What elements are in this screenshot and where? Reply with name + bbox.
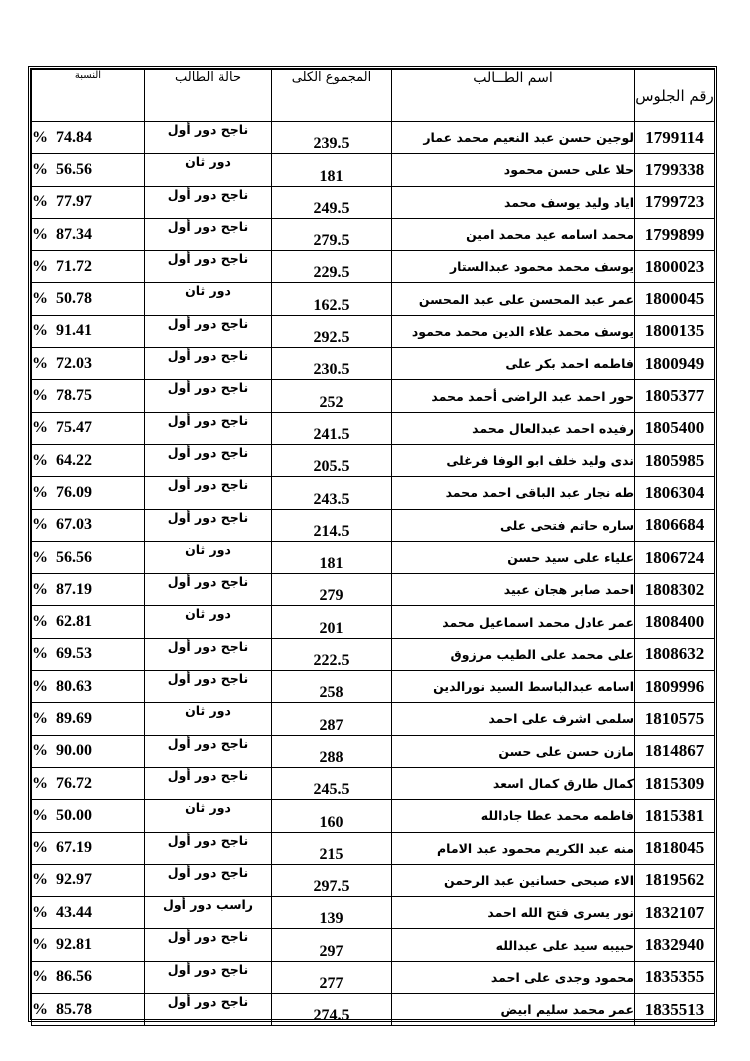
table-row [32,671,715,703]
total-cell: 252 [272,380,392,412]
total-cell: 287 [272,703,392,735]
student-name-cell: مازن حسن على حسن [392,735,635,767]
percentage-value: 43.44 [56,903,92,921]
percentage-cell [32,832,145,864]
percentage-value: 69.53 [56,645,92,663]
seat-number-cell: 1800949 [635,348,715,380]
percent-sign: % [32,645,48,663]
status-cell: دور ثان [145,703,272,735]
percent-sign: % [32,806,48,824]
seat-number-cell: 1806684 [635,509,715,541]
status-cell: راسب دور أول [145,897,272,929]
percent-sign: % [32,936,48,954]
percentage-value: 67.19 [56,839,92,857]
seat-number-cell: 1800135 [635,315,715,347]
seat-number-cell: 1815381 [635,800,715,832]
percent-sign: % [32,225,48,243]
seat-number-cell: 1810575 [635,703,715,735]
total-cell: 288 [272,735,392,767]
seat-number-cell: 1808632 [635,638,715,670]
table-row [32,961,715,993]
percentage-cell [32,735,145,767]
total-cell: 279.5 [272,218,392,250]
table-row [32,477,715,509]
status-cell: ناجح دور أول [145,122,272,154]
total-cell: 297 [272,929,392,961]
status-cell: ناجح دور أول [145,671,272,703]
percent-sign: % [32,290,48,308]
table-row [32,412,715,444]
percent-sign: % [32,1000,48,1018]
student-name-cell: عمر عادل محمد اسماعيل محمد [392,606,635,638]
percentage-value: 75.47 [56,419,92,437]
total-cell: 279 [272,574,392,606]
total-cell: 222.5 [272,638,392,670]
status-cell: دور ثان [145,606,272,638]
status-cell: ناجح دور أول [145,735,272,767]
table-row [32,122,715,154]
percentage-value: 87.34 [56,225,92,243]
percentage-value: 78.75 [56,387,92,405]
total-cell: 230.5 [272,348,392,380]
status-cell: ناجح دور أول [145,961,272,993]
percentage-cell [32,412,145,444]
percentage-cell [32,671,145,703]
percentage-value: 77.97 [56,193,92,211]
percentage-value: 87.19 [56,580,92,598]
status-cell: ناجح دور أول [145,574,272,606]
student-name-cell: يوسف محمد محمود عبدالستار [392,251,635,283]
percent-sign: % [32,903,48,921]
student-name-cell: علياء على سيد حسن [392,541,635,573]
student-name-cell: طه نجار عبد الباقى احمد محمد [392,477,635,509]
total-cell: 139 [272,897,392,929]
student-name-cell: نور يسرى فتح الله احمد [392,897,635,929]
percent-sign: % [32,193,48,211]
table-row [32,283,715,315]
table-row [32,315,715,347]
percentage-value: 56.56 [56,548,92,566]
percent-sign: % [32,160,48,178]
seat-number-cell: 1800023 [635,251,715,283]
percentage-cell [32,348,145,380]
percent-sign: % [32,580,48,598]
percent-sign: % [32,677,48,695]
status-cell: ناجح دور أول [145,864,272,896]
percentage-cell [32,994,145,1026]
percentage-cell [32,606,145,638]
percent-sign: % [32,742,48,760]
seat-number-cell: 1818045 [635,832,715,864]
status-cell: دور ثان [145,800,272,832]
header-seat-number: رقم الجلوس [635,70,715,122]
percentage-cell [32,154,145,186]
percentage-cell [32,897,145,929]
student-name-cell: يوسف محمد علاء الدين محمد محمود [392,315,635,347]
table-row [32,509,715,541]
percent-sign: % [32,419,48,437]
status-cell: ناجح دور أول [145,348,272,380]
percent-sign: % [32,354,48,372]
percentage-cell [32,315,145,347]
table-row [32,348,715,380]
percentage-cell [32,251,145,283]
table-row [32,703,715,735]
seat-number-cell: 1805400 [635,412,715,444]
percentage-value: 85.78 [56,1000,92,1018]
percentage-cell [32,218,145,250]
percentage-value: 80.63 [56,677,92,695]
percent-sign: % [32,613,48,631]
status-cell: ناجح دور أول [145,994,272,1026]
percentage-value: 92.81 [56,936,92,954]
status-cell: ناجح دور أول [145,380,272,412]
student-name-cell: اسامه عبدالباسط السيد نورالدين [392,671,635,703]
total-cell: 245.5 [272,767,392,799]
percentage-cell [32,703,145,735]
student-name-cell: لوجين حسن عبد النعيم محمد عمار [392,122,635,154]
percentage-value: 50.00 [56,806,92,824]
table-row [32,218,715,250]
seat-number-cell: 1800045 [635,283,715,315]
table-row [32,541,715,573]
percentage-cell [32,477,145,509]
student-name-cell: احمد صابر هجان عبيد [392,574,635,606]
percent-sign: % [32,451,48,469]
status-cell: ناجح دور أول [145,832,272,864]
percentage-cell [32,541,145,573]
seat-number-cell: 1808302 [635,574,715,606]
percentage-cell [32,283,145,315]
seat-number-cell: 1832107 [635,897,715,929]
table-row [32,638,715,670]
percentage-value: 71.72 [56,257,92,275]
total-cell: 181 [272,541,392,573]
status-cell: ناجح دور أول [145,929,272,961]
seat-number-cell: 1799899 [635,218,715,250]
percent-sign: % [32,548,48,566]
student-name-cell: منه عبد الكريم محمود عبد الامام [392,832,635,864]
status-cell: دور ثان [145,154,272,186]
header-percentage: النسبة [32,70,145,122]
table-row [32,186,715,218]
percentage-value: 64.22 [56,451,92,469]
student-name-cell: اياد وليد يوسف محمد [392,186,635,218]
seat-number-cell: 1835513 [635,994,715,1026]
table-body [32,122,715,1026]
status-cell: دور ثان [145,541,272,573]
percentage-value: 89.69 [56,709,92,727]
percent-sign: % [32,387,48,405]
percentage-value: 76.72 [56,774,92,792]
total-cell: 214.5 [272,509,392,541]
results-table [31,69,715,1026]
status-cell: ناجح دور أول [145,251,272,283]
total-cell: 274.5 [272,994,392,1026]
seat-number-cell: 1808400 [635,606,715,638]
status-cell: ناجح دور أول [145,412,272,444]
percentage-cell [32,961,145,993]
percentage-value: 72.03 [56,354,92,372]
header-row [32,70,715,122]
percentage-cell [32,574,145,606]
percentage-cell [32,929,145,961]
table-row [32,897,715,929]
total-cell: 258 [272,671,392,703]
student-name-cell: محمود وجدى على احمد [392,961,635,993]
total-cell: 205.5 [272,444,392,476]
student-name-cell: ندى وليد خلف ابو الوفا فرغلى [392,444,635,476]
seat-number-cell: 1814867 [635,735,715,767]
table-row [32,864,715,896]
percent-sign: % [32,709,48,727]
percentage-value: 76.09 [56,483,92,501]
table-row [32,832,715,864]
percentage-cell [32,638,145,670]
header-total: المجموع الكلى [272,70,392,122]
seat-number-cell: 1799338 [635,154,715,186]
percent-sign: % [32,839,48,857]
percent-sign: % [32,128,48,146]
percentage-value: 56.56 [56,160,92,178]
table-row [32,929,715,961]
student-name-cell: محمد اسامه عيد محمد امين [392,218,635,250]
percent-sign: % [32,774,48,792]
seat-number-cell: 1806724 [635,541,715,573]
seat-number-cell: 1832940 [635,929,715,961]
seat-number-cell: 1815309 [635,767,715,799]
total-cell: 241.5 [272,412,392,444]
total-cell: 215 [272,832,392,864]
percentage-cell [32,380,145,412]
percentage-value: 74.84 [56,128,92,146]
percentage-value: 62.81 [56,613,92,631]
percentage-value: 50.78 [56,290,92,308]
percent-sign: % [32,483,48,501]
student-name-cell: حلا على حسن محمود [392,154,635,186]
seat-number-cell: 1799114 [635,122,715,154]
percentage-value: 90.00 [56,742,92,760]
status-cell: ناجح دور أول [145,444,272,476]
percent-sign: % [32,516,48,534]
percentage-value: 91.41 [56,322,92,340]
student-name-cell: على محمد على الطيب مرزوق [392,638,635,670]
student-name-cell: رفيده احمد عبدالعال محمد [392,412,635,444]
seat-number-cell: 1805377 [635,380,715,412]
status-cell: ناجح دور أول [145,767,272,799]
percentage-cell [32,186,145,218]
percent-sign: % [32,968,48,986]
seat-number-cell: 1819562 [635,864,715,896]
status-cell: ناجح دور أول [145,315,272,347]
table-row [32,735,715,767]
percent-sign: % [32,871,48,889]
student-name-cell: حبيبه سيد على عبدالله [392,929,635,961]
total-cell: 277 [272,961,392,993]
seat-number-cell: 1809996 [635,671,715,703]
total-cell: 160 [272,800,392,832]
student-name-cell: حور احمد عبد الراضى أحمد محمد [392,380,635,412]
student-name-cell: فاطمه محمد عطا جادالله [392,800,635,832]
percentage-cell [32,122,145,154]
table-row [32,251,715,283]
student-name-cell: ساره حاتم فتحى على [392,509,635,541]
table-row [32,380,715,412]
percent-sign: % [32,322,48,340]
status-cell: ناجح دور أول [145,509,272,541]
student-name-cell: عمر عبد المحسن على عبد المحسن [392,283,635,315]
header-status: حالة الطالب [145,70,272,122]
total-cell: 181 [272,154,392,186]
percentage-cell [32,444,145,476]
seat-number-cell: 1805985 [635,444,715,476]
total-cell: 297.5 [272,864,392,896]
seat-number-cell: 1835355 [635,961,715,993]
percentage-cell [32,767,145,799]
header-student-name: اسم الطــالب [392,70,635,122]
percentage-value: 86.56 [56,968,92,986]
total-cell: 239.5 [272,122,392,154]
student-name-cell: الاء صبحى حسانين عبد الرحمن [392,864,635,896]
status-cell: ناجح دور أول [145,477,272,509]
student-name-cell: سلمى اشرف على احمد [392,703,635,735]
status-cell: ناجح دور أول [145,186,272,218]
student-name-cell: كمال طارق كمال اسعد [392,767,635,799]
percentage-cell [32,509,145,541]
seat-number-cell: 1799723 [635,186,715,218]
status-cell: ناجح دور أول [145,638,272,670]
table-row [32,574,715,606]
status-cell: ناجح دور أول [145,218,272,250]
total-cell: 201 [272,606,392,638]
student-name-cell: عمر محمد سليم ابيض [392,994,635,1026]
table-row [32,767,715,799]
table-row [32,994,715,1026]
percentage-cell [32,864,145,896]
percent-sign: % [32,257,48,275]
percentage-cell [32,800,145,832]
total-cell: 292.5 [272,315,392,347]
total-cell: 243.5 [272,477,392,509]
percentage-value: 67.03 [56,516,92,534]
percentage-value: 92.97 [56,871,92,889]
status-cell: دور ثان [145,283,272,315]
table-row [32,444,715,476]
student-name-cell: فاطمه احمد بكر على [392,348,635,380]
seat-number-cell: 1806304 [635,477,715,509]
table-row [32,154,715,186]
table-row [32,606,715,638]
table-row [32,800,715,832]
total-cell: 162.5 [272,283,392,315]
total-cell: 229.5 [272,251,392,283]
total-cell: 249.5 [272,186,392,218]
